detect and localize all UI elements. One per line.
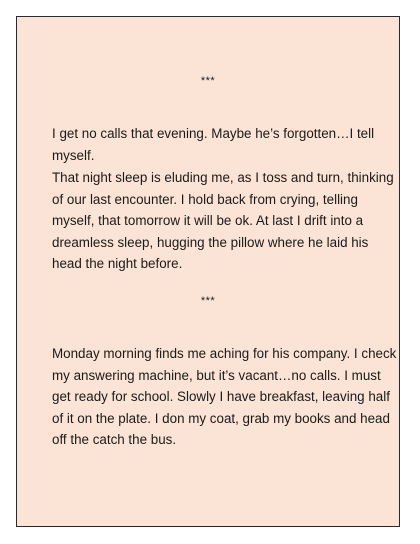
document-page [16,16,400,527]
paragraph-monday-morning: Monday morning finds me aching for his company. I check my answering machine, but it’s vacant…no calls. I must get ready for school. Slowly I have breakfast, leaving half of it on the plate. I don my coat, grab my books and head off the catch the bus. [52,346,397,448]
paragraph-no-calls: I get no calls that evening. Maybe he’s forgotten…I tell myself. [52,126,375,163]
paragraph-sleepless-night: That night sleep is eluding me, as I toss and turn, thinking of our last encounter. I hold back from crying, telling myself, that tomorrow it will be ok. At last I drift into a dreamless sleep, hugging the pillow where he laid his head the night before. [52,170,394,272]
section-separator: *** [200,75,216,87]
section-separator: *** [200,295,216,307]
